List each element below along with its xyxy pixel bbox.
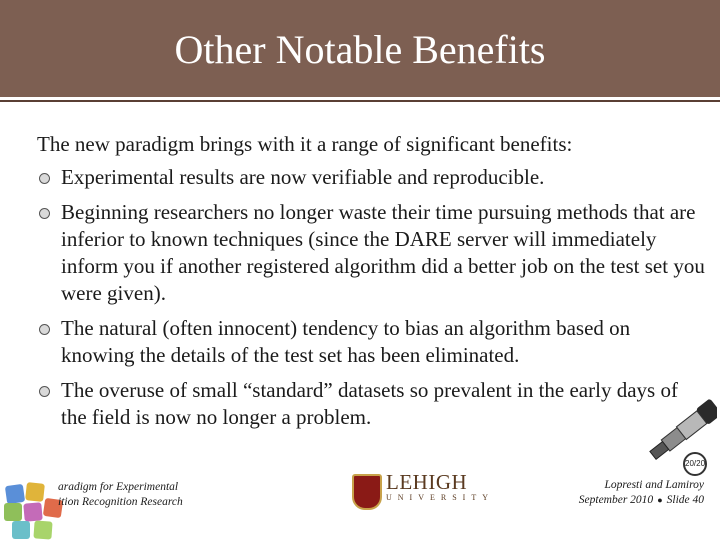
bullet-text: Experimental results are now verifiable and reproducible. [61,165,545,189]
lehigh-shield-icon [352,474,382,510]
bullet-text: The overuse of small “standard” datasets so prevalent in the early days of the field is now no longer a problem. [61,378,678,429]
title-divider-dark [0,100,720,102]
slide-counter: 20/20 [685,459,706,468]
bullet-item [37,315,707,369]
logo-block [33,520,52,539]
logo-block [25,482,45,502]
footer-left-line: ition Recognition Research [58,496,183,508]
footer-slide-number: Slide 40 [666,494,704,506]
bullet-text: The natural (often innocent) tendency to bias an algorithm based on knowing the details of the test set has been eliminated. [61,316,631,367]
footer-authors: Lopresti and Lamiroy [604,479,704,491]
footer-project-title [58,480,258,510]
bullet-icon [39,173,50,184]
telescope-icon [645,388,717,484]
footer-date: September 2010 [578,494,654,506]
dare-logo [2,483,64,539]
logo-block [5,484,25,504]
footer-date-line [484,493,704,508]
logo-block [4,503,22,521]
footer-meta [484,478,704,508]
bullet-item [37,199,707,307]
intro-text: The new paradigm brings with it a range of significant benefits: [37,132,573,156]
footer-left-line: aradigm for Experimental [58,481,179,493]
bullet-icon [39,324,50,335]
separator-icon: ● [657,495,663,505]
bullet-text: Beginning researchers no longer waste their time pursuing methods that are inferior to known techniques (since the DARE server will immediately inform you if another registered algorithm did a better job on the test set you were given). [61,200,705,305]
logo-block [12,521,30,539]
bullet-icon [39,386,50,397]
bullet-item [37,164,707,191]
bullet-list [37,164,707,431]
slide-title: Other Notable Benefits [174,27,546,72]
slide-body [37,131,707,439]
lehigh-subtitle: UNIVERSITY [386,493,494,502]
bullet-item [37,377,707,431]
bullet-icon [39,208,50,219]
logo-block [23,502,43,522]
lehigh-wordmark: LEHIGH [386,470,468,494]
